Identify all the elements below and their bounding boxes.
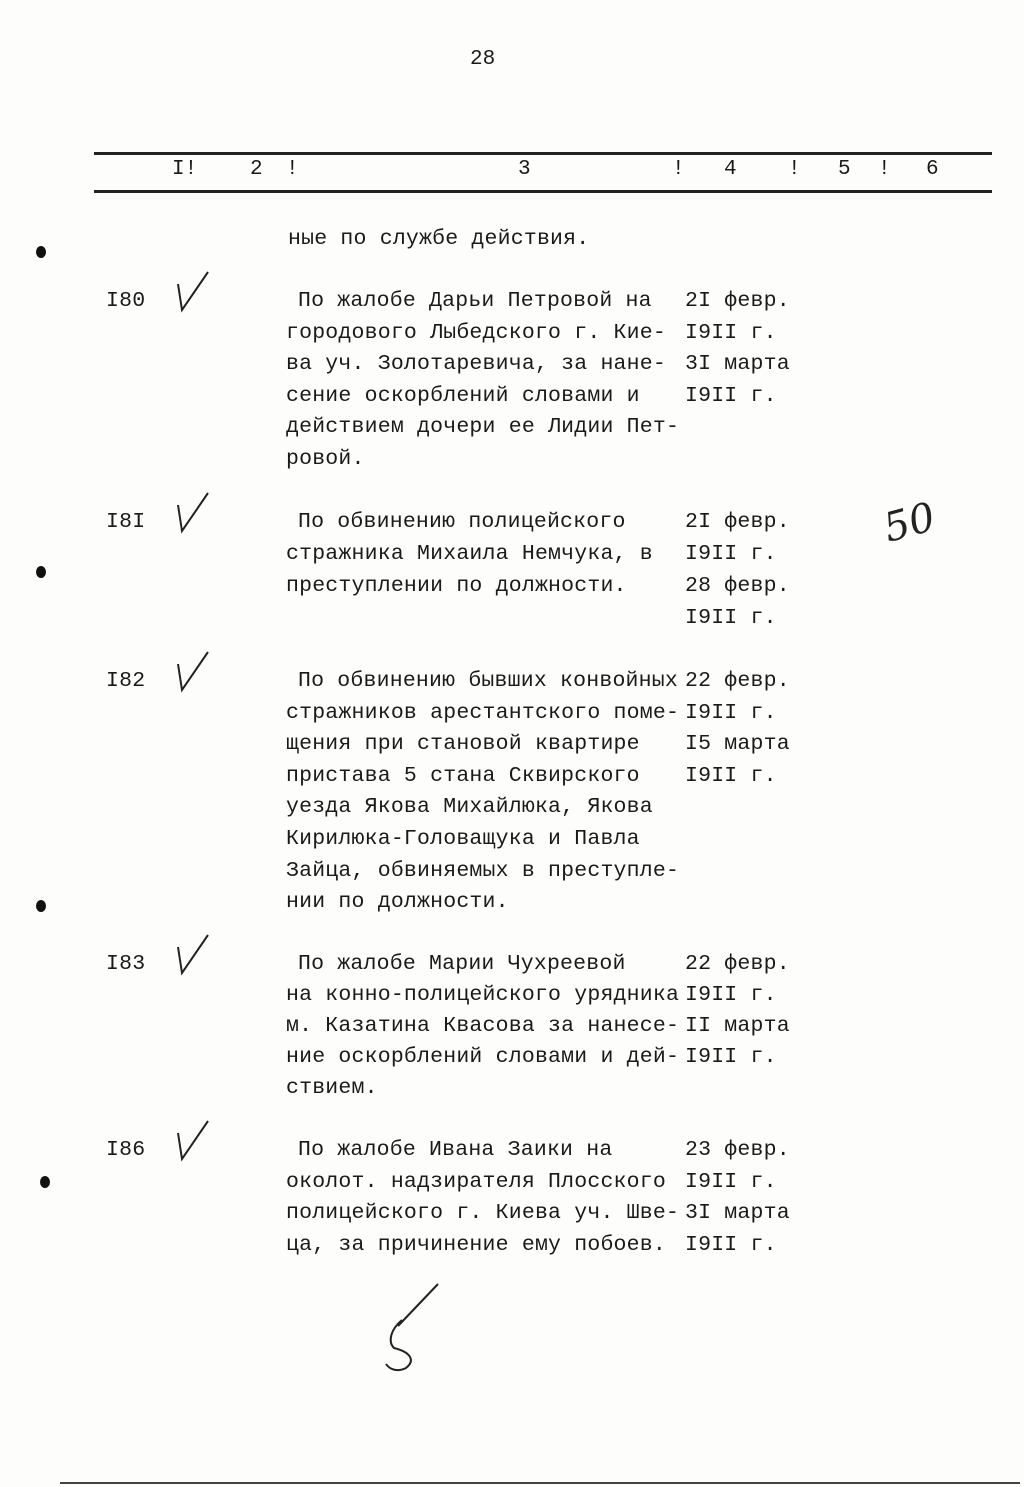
entry-number: I86 — [106, 1138, 146, 1162]
entry-date-line: 28 февр. — [685, 574, 790, 598]
checkmark-icon — [172, 489, 212, 539]
col-separator: ! — [878, 158, 891, 181]
entry-description-line: щения при становой квартире — [286, 732, 640, 757]
entry-description-line: ние оскорблений словами и дей- — [286, 1045, 680, 1069]
continuation-text: ные по службе действия. — [288, 227, 590, 251]
entry-date-line: 2I февр. — [685, 289, 790, 313]
checkmark-icon — [172, 931, 212, 981]
handwritten-bottom-note — [380, 1280, 450, 1380]
col-separator: ! — [788, 158, 801, 181]
entry-description-line: ствием. — [286, 1076, 378, 1100]
entry-date-line: 23 февр. — [685, 1138, 790, 1162]
page-bottom-edge — [60, 1482, 1020, 1484]
entry-date-line: 22 февр. — [685, 669, 790, 693]
entry-date-line: 22 февр. — [685, 952, 790, 976]
col-3-label: 3 — [518, 158, 531, 181]
entry-description-line: на конно-полицейского урядника — [286, 983, 680, 1007]
punch-hole — [36, 246, 46, 258]
entry-description-line: По жалобе Дарьи Петровой на — [298, 289, 652, 313]
entry-description-line: ва уч. Золотаревича, за нане- — [286, 352, 666, 376]
entry-number: I83 — [106, 952, 146, 976]
col-separator: ! — [672, 158, 685, 181]
entry-date-line: I9II г. — [685, 700, 777, 725]
col-separator: ! — [286, 158, 299, 181]
entry-description-line: преступлении по должности. — [286, 574, 627, 598]
entry-date-line: I9II г. — [685, 383, 777, 408]
header-top-rule — [94, 152, 992, 155]
entry-description-line: По жалобе Ивана Заики на — [298, 1138, 613, 1162]
handwritten-margin-note: 50 — [878, 494, 940, 552]
entry-date-line: II марта — [685, 1014, 790, 1038]
col-5-label: 5 — [838, 158, 851, 181]
punch-hole — [40, 1176, 50, 1188]
entry-date-line: I5 марта — [685, 732, 790, 757]
entry-description-line: Кирилюка-Головащука и Павла — [286, 827, 640, 851]
entry-date-line: I9II г. — [685, 1169, 777, 1194]
entry-date-line: I9II г. — [685, 320, 777, 345]
page-number: 28 — [470, 48, 496, 71]
entry-number: I8I — [106, 510, 146, 534]
col-1-label: I! — [172, 158, 198, 181]
entry-date-line: 3I марта — [685, 352, 790, 376]
header-bottom-rule — [94, 190, 992, 193]
entry-description-line: полицейского г. Киева уч. Шве- — [286, 1201, 680, 1225]
entry-date-line: I9II г. — [685, 542, 777, 566]
entry-date-line: I9II г. — [685, 983, 777, 1007]
entry-date-line: I9II г. — [685, 763, 777, 788]
entry-number: I82 — [106, 669, 146, 693]
entry-description-line: ца, за причинение ему побоев. — [286, 1232, 666, 1257]
col-6-label: 6 — [926, 158, 939, 181]
entry-description-line: м. Казатина Квасова за нанесе- — [286, 1014, 680, 1038]
punch-hole — [36, 566, 46, 578]
col-4-label: 4 — [724, 158, 737, 181]
checkmark-icon — [172, 268, 212, 318]
entry-description-line: пристава 5 стана Сквирского — [286, 763, 640, 788]
col-2-label: 2 — [250, 158, 263, 181]
entry-date-line: I9II г. — [685, 606, 777, 630]
entry-description-line: ровой. — [286, 446, 365, 471]
checkmark-icon — [172, 648, 212, 698]
entry-date-line: 2I февр. — [685, 510, 790, 534]
entry-number: I80 — [106, 289, 146, 313]
entry-description-line: Зайца, обвиняемых в преступле- — [286, 858, 680, 883]
entry-description-line: По обвинению бывших конвойных — [298, 669, 678, 693]
entry-date-line: I9II г. — [685, 1232, 777, 1257]
entry-description-line: уезда Якова Михайлюка, Якова — [286, 795, 653, 820]
entry-description-line: стражника Михаила Немчука, в — [286, 542, 653, 566]
entry-description-line: стражников арестантского поме- — [286, 700, 680, 725]
entry-description-line: сение оскорблений словами и — [286, 383, 640, 408]
entry-description-line: По обвинению полицейского — [298, 510, 626, 534]
entry-description-line: По жалобе Марии Чухреевой — [298, 952, 626, 976]
entry-description-line: околот. надзирателя Плосского — [286, 1169, 666, 1194]
entry-date-line: 3I марта — [685, 1201, 790, 1225]
punch-hole — [36, 900, 46, 912]
entry-description-line: действием дочери ее Лидии Пет- — [286, 415, 680, 439]
entry-date-line: I9II г. — [685, 1045, 777, 1069]
checkmark-icon — [172, 1117, 212, 1167]
entry-description-line: нии по должности. — [286, 890, 509, 915]
entry-description-line: городового Лыбедского г. Кие- — [286, 320, 666, 345]
